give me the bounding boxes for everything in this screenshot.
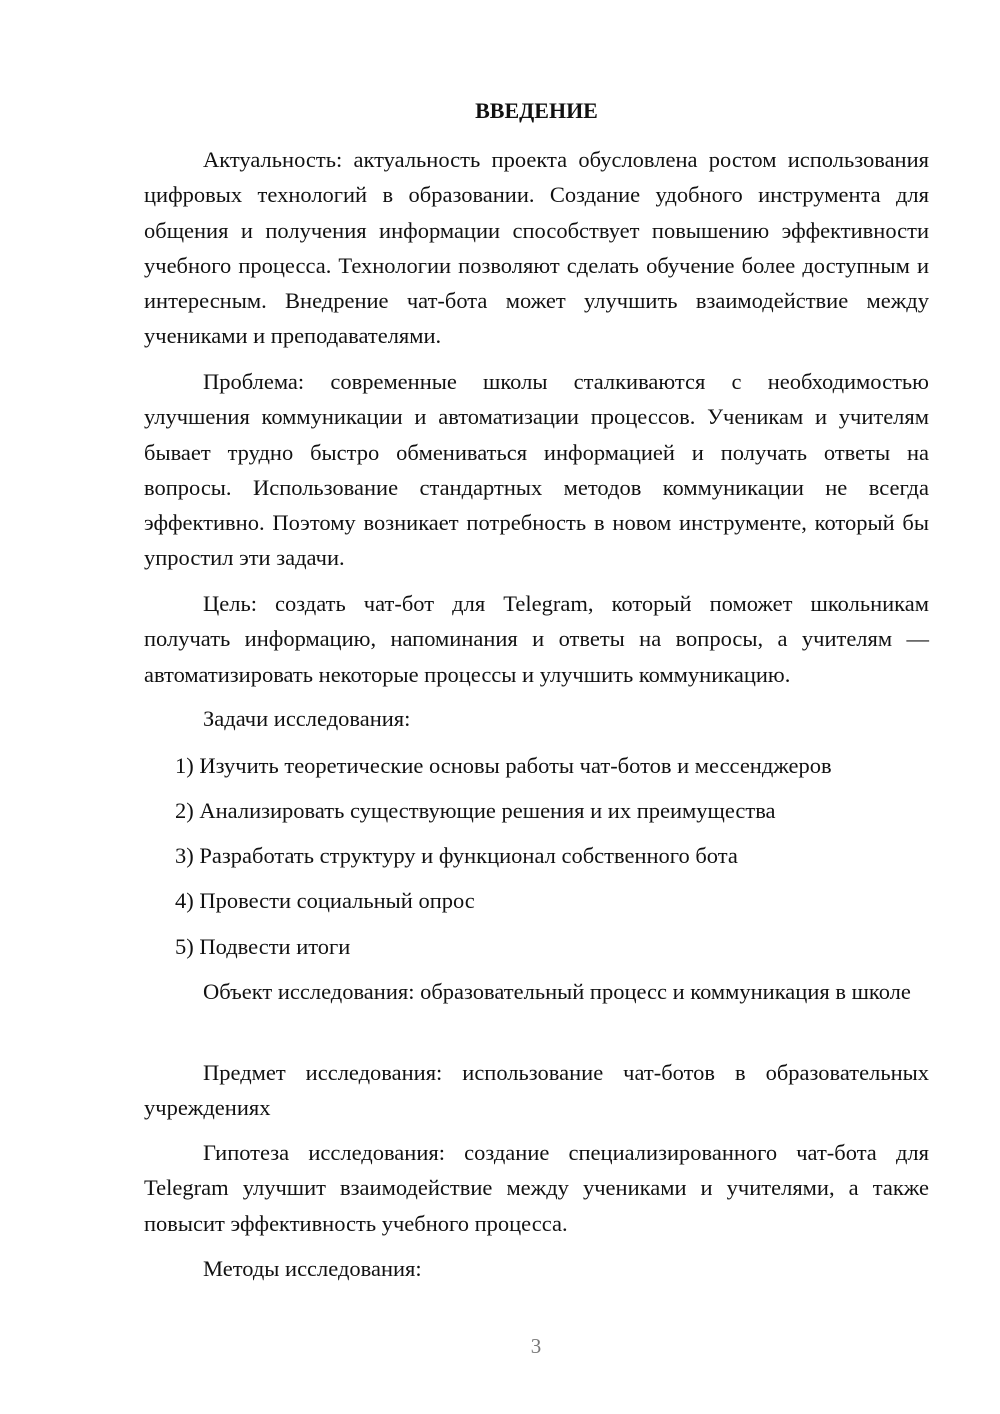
task-item-5: 5) Подвести итоги bbox=[175, 934, 351, 959]
paragraph-goal: Цель: создать чат-бот для Telegram, который поможет школьникам получать информацию, напоминания и ответы на вопросы, а учителям — автоматизировать некоторые процессы и улучшить коммуникацию. bbox=[144, 591, 929, 687]
task-item-3: 3) Разработать структуру и функционал собственного бота bbox=[175, 843, 738, 868]
tasks-heading: Задачи исследования: bbox=[203, 706, 411, 731]
paragraph-relevance: Актуальность: актуальность проекта обусловлена ростом использования цифровых технологий в образовании. Создание удобного инструмента для общения и получения информации способствует повышению эффективности учебного процесса. Технологии позволяют сделать обучение более доступным и интересным. Внедрение чат-бота может улучшить взаимодействие между учениками и преподавателями. bbox=[144, 147, 929, 349]
paragraph-object: Объект исследования: образовательный процесс и коммуникация в школе bbox=[203, 979, 911, 1004]
page-title: ВВЕДЕНИЕ bbox=[475, 98, 598, 123]
paragraph-subject: Предмет исследования: использование чат-ботов в образовательных учреждениях bbox=[144, 1060, 929, 1121]
methods-heading: Методы исследования: bbox=[203, 1256, 422, 1281]
task-item-4: 4) Провести социальный опрос bbox=[175, 888, 475, 913]
paragraph-problem: Проблема: современные школы сталкиваются с необходимостью улучшения коммуникации и автоматизации процессов. Ученикам и учителям бывает трудно быстро обмениваться информацией и получать ответы на вопросы. Использование стандартных методов коммуникации не всегда эффективно. Поэтому возникает потребность в новом инструменте, который бы упростил эти задачи. bbox=[144, 369, 929, 571]
task-item-1: 1) Изучить теоретические основы работы чат-ботов и мессенджеров bbox=[175, 753, 832, 778]
paragraph-hypothesis: Гипотеза исследования: создание специализированного чат-бота для Telegram улучшит взаимодействие между учениками и учителями, а также повысит эффективность учебного процесса. bbox=[144, 1140, 929, 1236]
task-item-2: 2) Анализировать существующие решения и их преимущества bbox=[175, 798, 776, 823]
page-number: 3 bbox=[530, 1334, 542, 1358]
